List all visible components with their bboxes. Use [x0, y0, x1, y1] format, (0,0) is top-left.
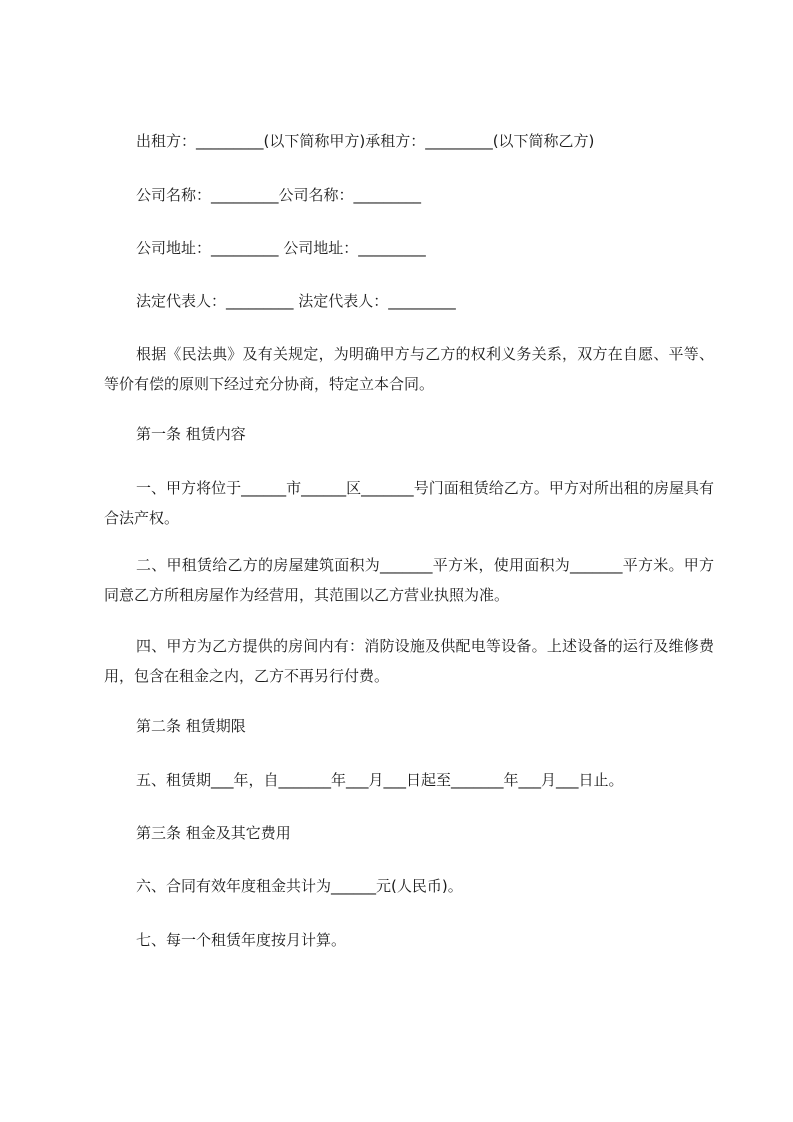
company-address-line: 公司地址：_________ 公司地址：_________ [136, 239, 426, 257]
preamble-paragraph: 根据《民法典》及有关规定，为明确甲方与乙方的权利义务关系，双方在自愿、平等、等价有偿的原则下经过充分协商，特定立本合同。 [104, 345, 714, 393]
clause-1-paragraph: 一、甲方将位于______市______区_______号门面租赁给乙方。甲方对所出租的房屋具有合法产权。 [104, 479, 714, 527]
article-3-heading: 第三条 租金及其它费用 [136, 824, 291, 842]
article-2-heading: 第二条 租赁期限 [136, 717, 246, 735]
legal-representative-line: 法定代表人：_________ 法定代表人：_________ [136, 292, 456, 310]
clause-5-line: 五、租赁期___年，自_______年___月___日起至_______年___月___日止。 [136, 771, 624, 789]
clause-2-paragraph: 二、甲租赁给乙方的房屋建筑面积为_______平方米，使用面积为_______平方米。甲方同意乙方所租房屋作为经营用，其范围以乙方营业执照为准。 [104, 556, 714, 604]
parties-line: 出租方：_________(以下简称甲方)承租方：_________(以下简称乙方) [136, 132, 595, 150]
company-name-line: 公司名称：_________公司名称：_________ [136, 186, 422, 204]
clause-6-line: 六、合同有效年度租金共计为______元(人民币)。 [136, 877, 463, 895]
article-1-heading: 第一条 租赁内容 [136, 425, 246, 443]
clause-4-paragraph: 四、甲方为乙方提供的房间内有：消防设施及供配电等设备。上述设备的运行及维修费用，包含在租金之内，乙方不再另行付费。 [104, 637, 714, 685]
clause-7-line: 七、每一个租赁年度按月计算。 [136, 931, 347, 949]
